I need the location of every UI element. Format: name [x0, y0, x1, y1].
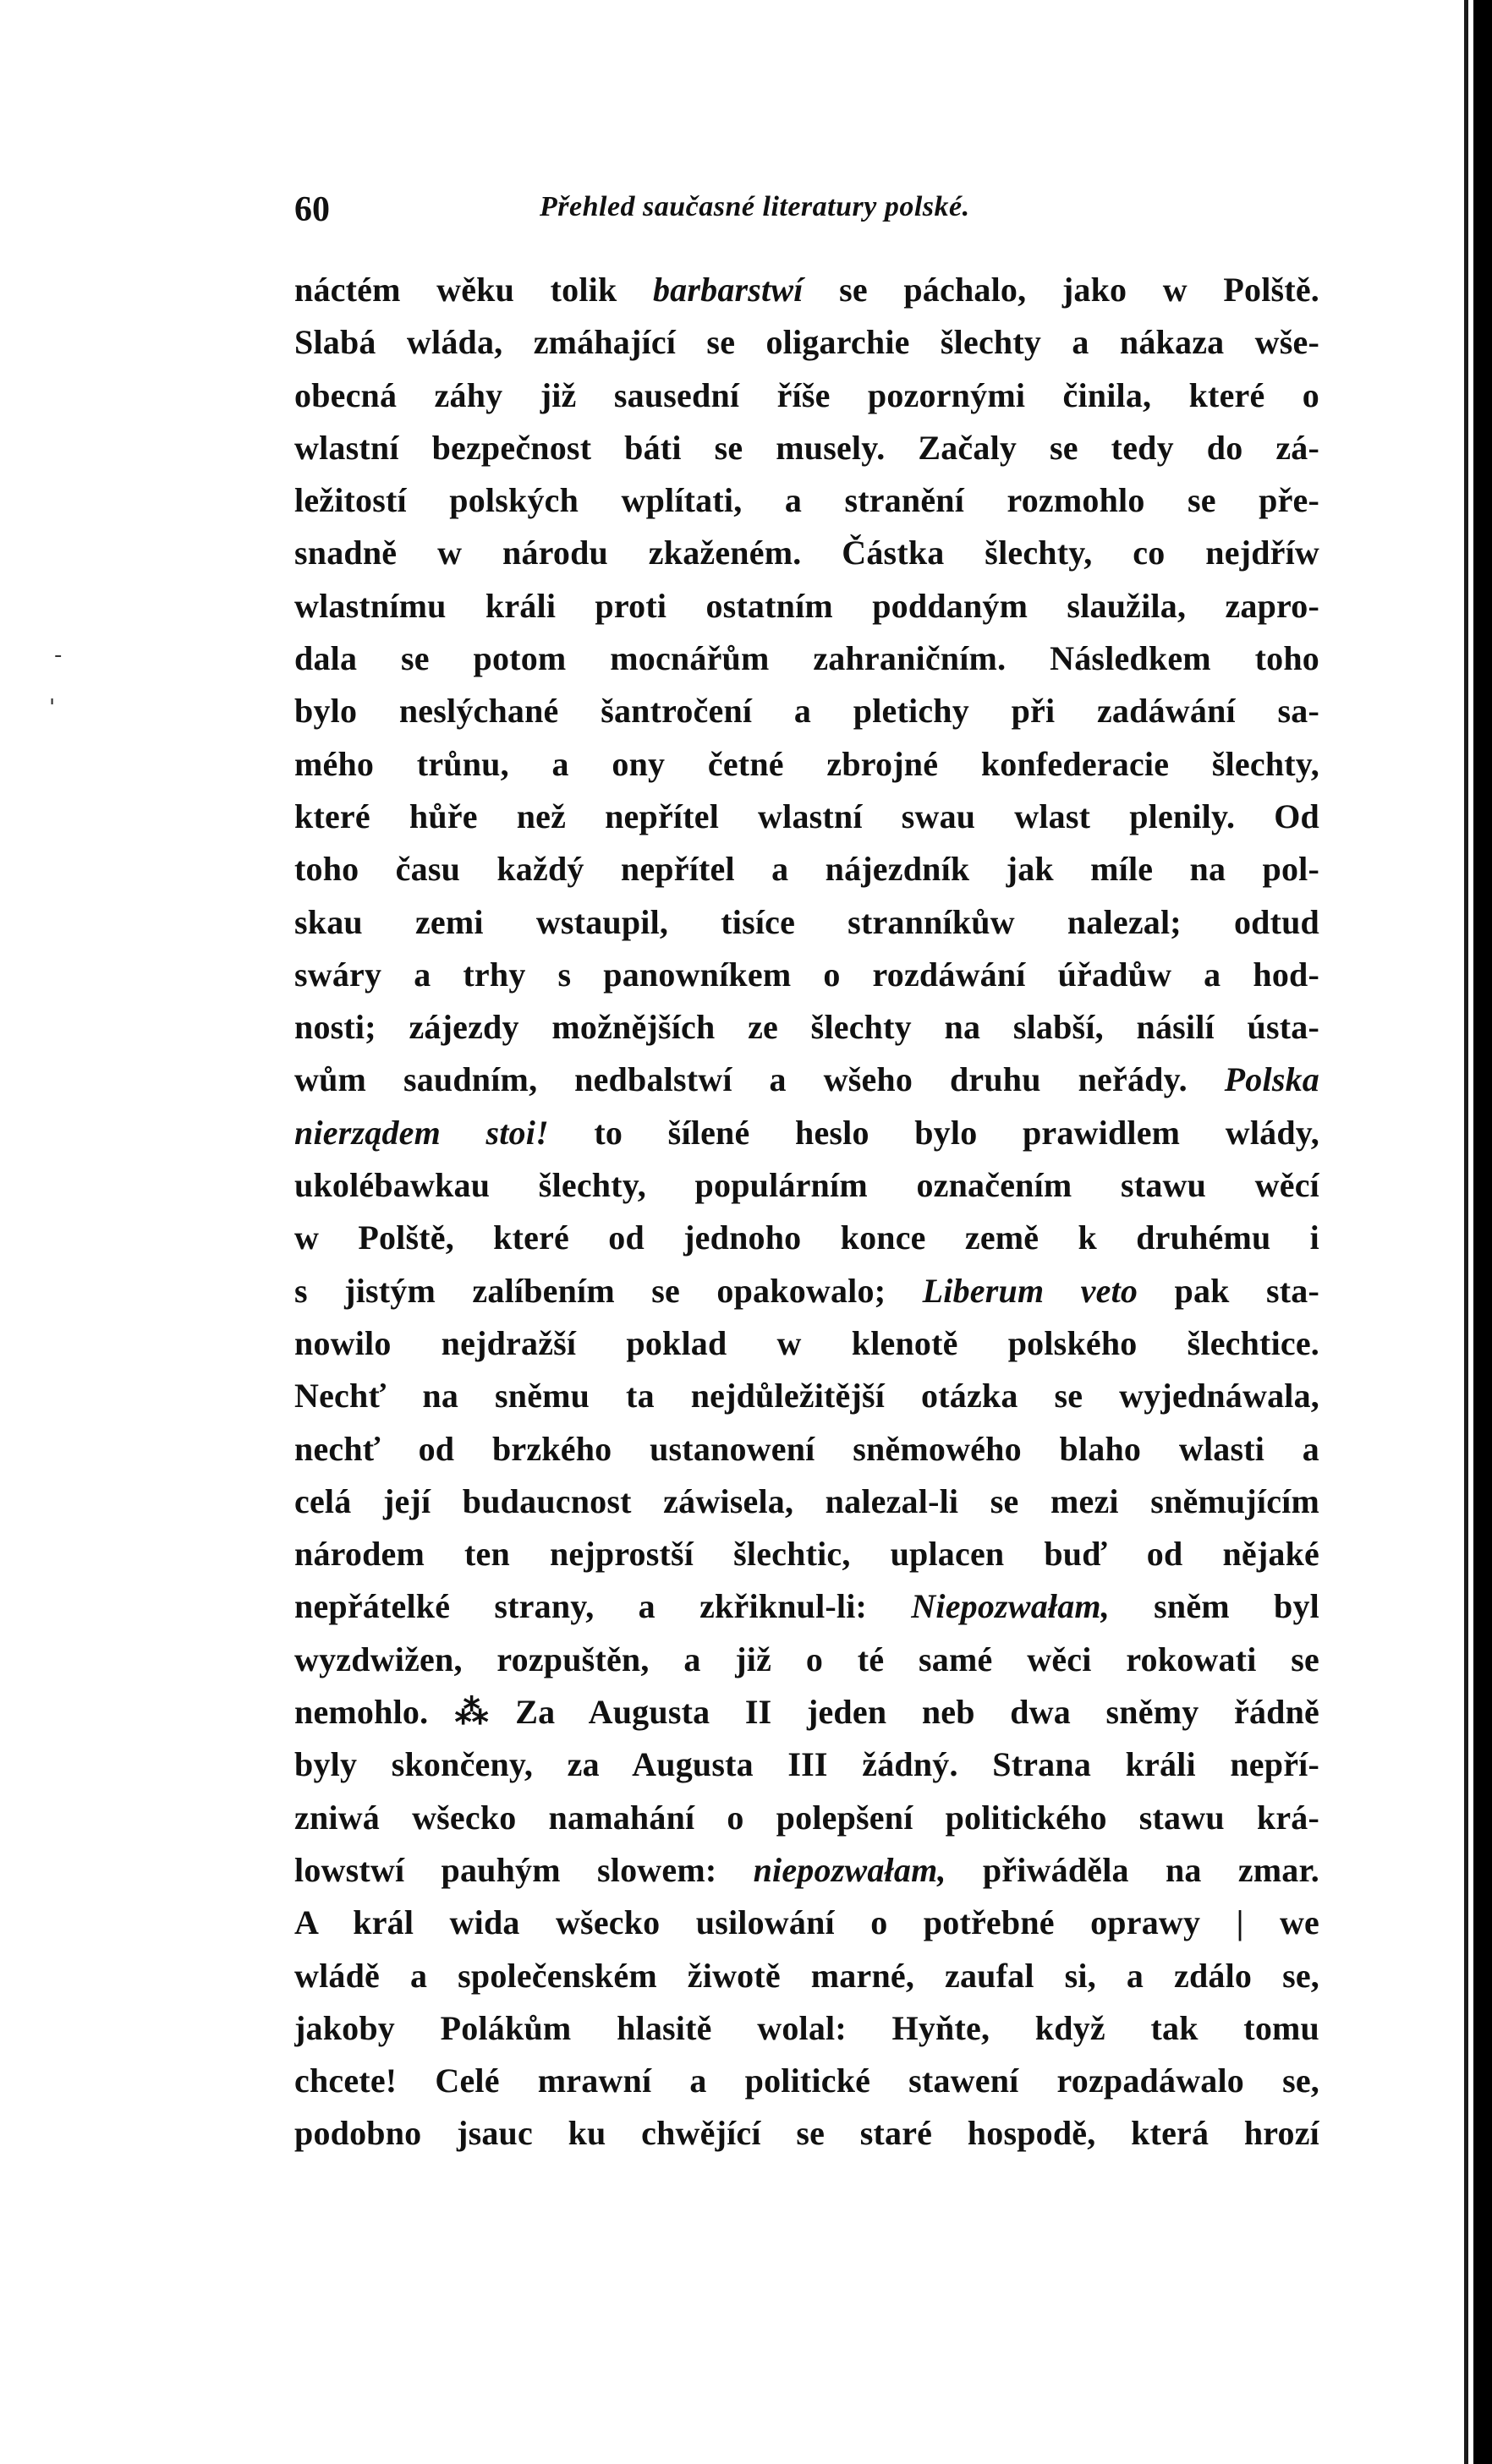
text-segment: Nechť na sněmu ta nejdůležitější otázka se wyjednáwala, [294, 1377, 1319, 1415]
text-segment: byly skončeny, za Augusta III žádný. Strana králi nepří- [294, 1745, 1319, 1784]
running-title: Přehled saučasné literatury polské. [540, 191, 970, 222]
text-line [294, 422, 1319, 474]
text-line [294, 896, 1319, 949]
text-line [294, 1844, 1319, 1897]
text-line [294, 527, 1319, 579]
page-number: 60 [294, 190, 330, 229]
running-header [294, 184, 1326, 244]
text-segment: celá její budaucnost záwisela, nalezal-li se mezi sněmujícím [294, 1481, 1319, 1520]
text-line [294, 1792, 1319, 1844]
text-segment: nemohlo.⁂Za Augusta II jeden neb dwa sněmy řádně [294, 1693, 1319, 1732]
scan-speck: - [54, 643, 63, 668]
body-text [294, 264, 1319, 2160]
text-segment: nepřátelké strany, a zkřiknul-li: [294, 1587, 912, 1626]
text-segment: dala se potom mocnářům zahraničním. Následkem toho [294, 639, 1319, 678]
text-segment: skau zemi wstaupil, tisíce stranníkůw nalezal; odtud [294, 902, 1319, 941]
text-line [294, 1370, 1319, 1422]
italic-phrase: Niepozwałam, [911, 1587, 1110, 1626]
text-segment: národem ten nejprostší šlechtic, uplacen buď od nějaké [294, 1535, 1319, 1574]
text-line [294, 2055, 1319, 2107]
text-line [294, 949, 1319, 1001]
text-segment: chcete! Celé mrawní a politické stawení rozpadáwalo se, [294, 2062, 1319, 2100]
text-segment: nosti; zájezdy možnějších ze šlechty na slabší, násilí ústa- [294, 1008, 1319, 1047]
text-line [294, 1738, 1319, 1791]
text-segment: náctém wěku tolik [294, 271, 653, 309]
italic-phrase: Liberum veto [922, 1271, 1138, 1310]
text-segment: obecná záhy již sausední říše pozornými činila, které o [294, 375, 1319, 414]
text-segment: které hůře než nepřítel wlastní swau wlast plenily. Od [294, 797, 1319, 835]
text-line [294, 1580, 1319, 1633]
text-line [294, 791, 1319, 843]
text-segment: ležitostí polských wplítati, a stranění rozmohlo se pře- [294, 481, 1319, 520]
text-segment: se páchalo, jako w Polště. [803, 271, 1319, 309]
text-line [294, 370, 1319, 422]
text-line [294, 1054, 1319, 1106]
text-line [294, 1159, 1319, 1212]
text-line [294, 1528, 1319, 1580]
text-segment: to šílené heslo bylo prawidlem wlády, [548, 1113, 1319, 1152]
text-segment: wládě a společenském žiwotě marné, zaufal si, a zdálo se, [294, 1956, 1319, 1995]
text-line [294, 474, 1319, 527]
text-line [294, 843, 1319, 895]
text-line [294, 264, 1319, 316]
text-segment: pak sta- [1138, 1271, 1319, 1310]
scan-speck: ' [49, 695, 56, 720]
italic-phrase: nierządem stoi! [294, 1113, 549, 1152]
text-segment: s jistým zalíbením se opakowalo; [294, 1271, 923, 1310]
text-segment: ukolébawkau šlechty, populárním označením stawu wěcí [294, 1166, 1319, 1205]
text-segment: sněm byl [1109, 1587, 1319, 1626]
text-segment: Slabá wláda, zmáhající se oligarchie šlechty a nákaza wše- [294, 323, 1319, 362]
text-line [294, 1476, 1319, 1528]
text-line [294, 1107, 1319, 1159]
text-line [294, 2107, 1319, 2160]
text-segment: wům saudním, nedbalstwí a wšeho druhu neřády. [294, 1060, 1225, 1099]
text-segment: snadně w národu zkaženém. Částka šlechty, co nejdříw [294, 534, 1319, 572]
text-line [294, 1423, 1319, 1476]
text-line [294, 1897, 1319, 1949]
text-segment: w Polště, které od jednoho konce země k druhému i [294, 1218, 1319, 1257]
text-line [294, 738, 1319, 791]
italic-phrase: barbarstwí [652, 271, 804, 309]
text-line [294, 1001, 1319, 1054]
text-line [294, 685, 1319, 737]
text-segment: wlastnímu králi proti ostatním poddaným slaužila, zapro- [294, 586, 1319, 625]
text-segment: A král wida wšecko usilowání o potřebné oprawy | we [294, 1903, 1319, 1942]
text-segment: podobno jsauc ku chwějící se staré hospodě, která hrozí [294, 2114, 1319, 2153]
text-segment: přiwáděla na zmar. [946, 1850, 1319, 1889]
text-segment: nechť od brzkého ustanowení sněmowého blaho wlasti a [294, 1429, 1319, 1468]
text-segment: swáry a trhy s panowníkem o rozdáwání úřadůw a hod- [294, 955, 1319, 994]
text-segment: lowstwí pauhým slowem: [294, 1850, 754, 1889]
text-line [294, 632, 1319, 685]
text-line [294, 1317, 1319, 1370]
text-segment: wyzdwižen, rozpuštěn, a již o té samé wěci rokowati se [294, 1640, 1319, 1678]
text-line [294, 1634, 1319, 1686]
text-line [294, 580, 1319, 632]
text-line [294, 1265, 1319, 1317]
text-segment: wlastní bezpečnost báti se musely. Začaly se tedy do zá- [294, 428, 1319, 467]
text-segment: toho času každý nepřítel a nájezdník jak míle na pol- [294, 850, 1319, 889]
text-line [294, 1950, 1319, 2002]
text-segment: jakoby Polákům hlasitě wolal: Hyňte, když tak tomu [294, 2008, 1319, 2047]
text-segment: zniwá wšecko namahání o polepšení politického stawu krá- [294, 1798, 1319, 1837]
text-line [294, 316, 1319, 369]
text-line [294, 2002, 1319, 2055]
text-line [294, 1212, 1319, 1264]
text-segment: nowilo nejdražší poklad w klenotě polského šlechtice. [294, 1323, 1319, 1362]
text-segment: mého trůnu, a ony četné zbrojné konfederacie šlechty, [294, 744, 1319, 783]
italic-phrase: niepozwałam, [753, 1850, 946, 1889]
scan-border [1473, 0, 1492, 2464]
text-line [294, 1686, 1319, 1738]
text-segment: bylo neslýchané šantročení a pletichy při zadáwání sa- [294, 692, 1319, 731]
italic-phrase: Polska [1224, 1060, 1319, 1099]
